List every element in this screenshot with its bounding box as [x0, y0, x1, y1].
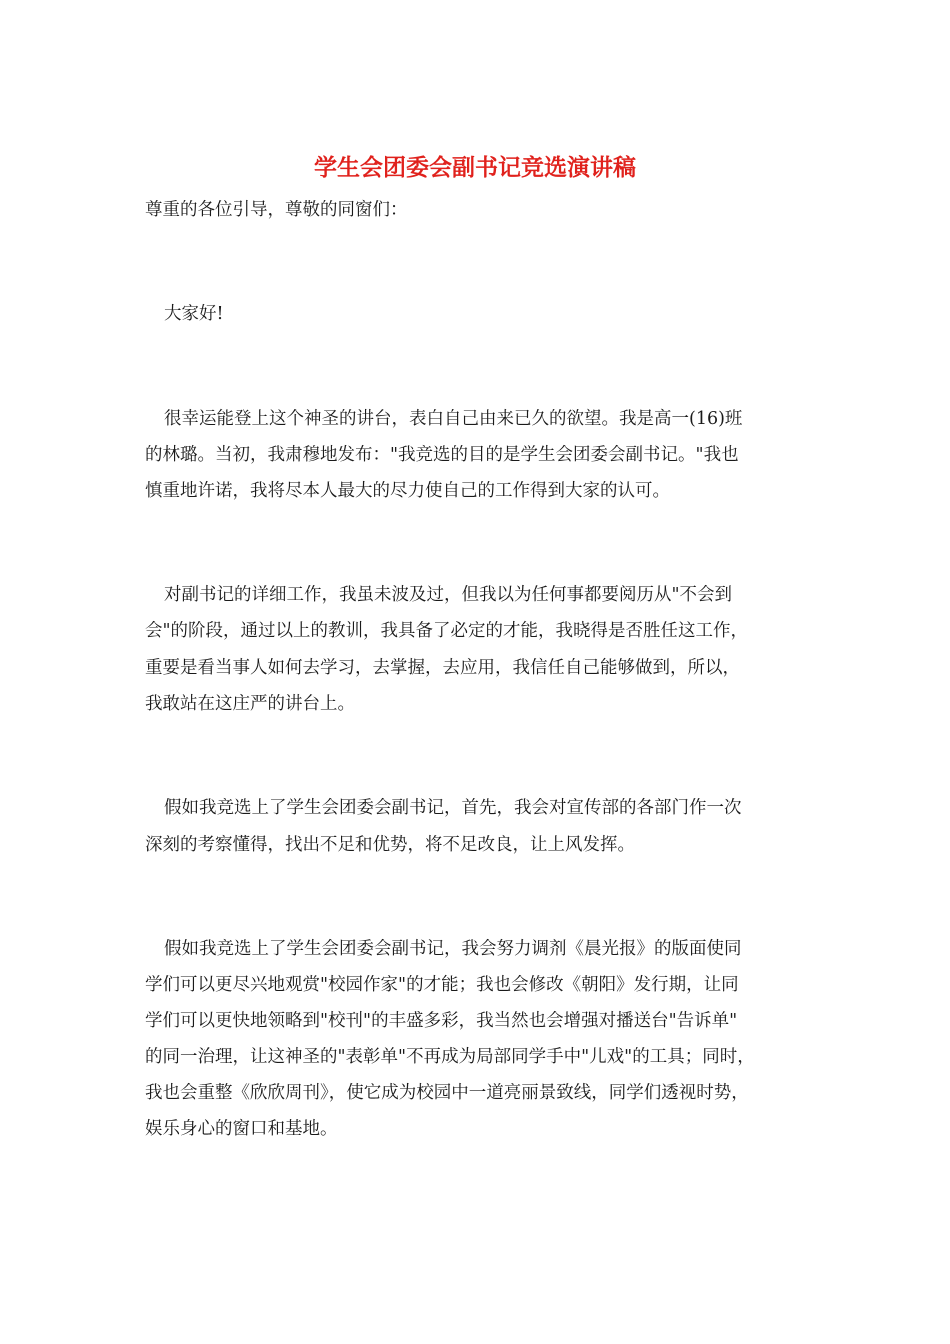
paragraph-4-line: 学们可以更尽兴地观赏"校园作家"的才能；我也会修改《朝阳》发行期，让同: [145, 975, 739, 995]
paragraph-4-line: 的同一治理，让这神圣的"表彰单"不再成为局部同学手中"儿戏"的工具；同时，: [145, 1047, 755, 1067]
paragraph-2-line: 我敢站在这庄严的讲台上。: [145, 694, 355, 714]
paragraph-4-line: 假如我竞选上了学生会团委会副书记，我会努力调剂《晨光报》的版面使同: [164, 939, 742, 959]
paragraph-1-line: 慎重地许诺，我将尽本人最大的尽力使自己的工作得到大家的认可。: [145, 481, 670, 501]
document-title: 学生会团委会副书记竞选演讲稿: [314, 155, 636, 181]
greeting: 大家好!: [164, 304, 224, 324]
paragraph-1-line: 的林璐。当初，我肃穆地发布："我竞选的目的是学生会团委会副书记。"我也: [145, 445, 739, 465]
paragraph-1-line: 很幸运能登上这个神圣的讲台，表白自己由来已久的欲望。我是高一(16)班: [164, 409, 743, 429]
salutation: 尊重的各位引导，尊敬的同窗们：: [145, 200, 408, 220]
paragraph-4-line: 我也会重整《欣欣周刊》，使它成为校园中一道亮丽景致线，同学们透视时势，: [145, 1083, 749, 1103]
paragraph-3-line: 深刻的考察懂得，找出不足和优势，将不足改良，让上风发挥。: [145, 835, 635, 855]
paragraph-4-line: 学们可以更快地领略到"校刊"的丰盛多彩，我当然也会增强对播送台"告诉单": [145, 1011, 738, 1031]
paragraph-2-line: 重要是看当事人如何去学习，去掌握，去应用，我信任自己能够做到，所以，: [145, 658, 740, 678]
paragraph-2-line: 会"的阶段，通过以上的教训，我具备了必定的才能，我晓得是否胜任这工作，: [145, 621, 749, 641]
paragraph-4-line: 娱乐身心的窗口和基地。: [145, 1119, 338, 1139]
paragraph-2-line: 对副书记的详细工作，我虽未波及过，但我以为任何事都要阅历从"不会到: [164, 585, 733, 605]
paragraph-3-line: 假如我竞选上了学生会团委会副书记，首先，我会对宣传部的各部门作一次: [164, 798, 742, 818]
